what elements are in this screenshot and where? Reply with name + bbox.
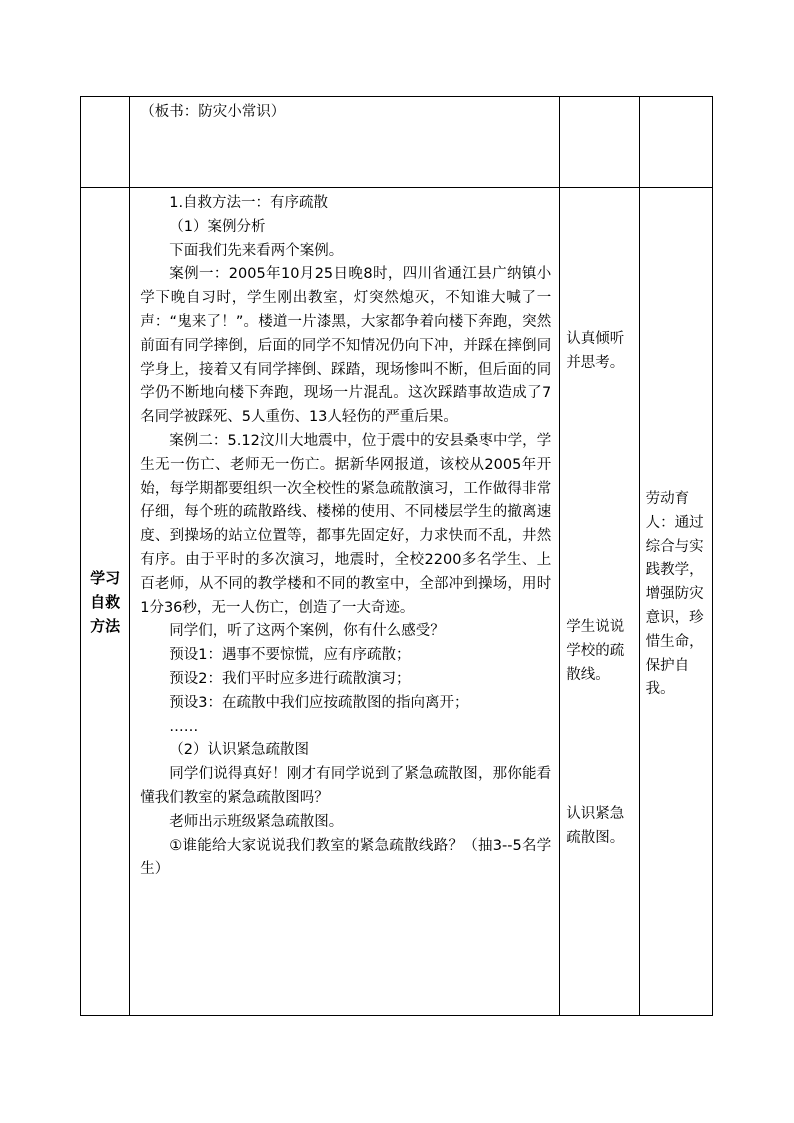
content-paragraph: 案例一：2005年10月25日晚8时，四川省通江县广纳镇小学下晚自习时，学生刚出教室，灯突然熄灭，不知谁大喊了一声：“鬼来了！”。楼道一片漆黑，大家都争着向楼下奔跑，突然前面有同学摔倒，后面的同学不知情况仍向下冲，并踩在摔倒同学身上，接着又有同学摔倒、踩踏，现场惨叫不断，但后面的同学仍不断地向楼下奔跑，现场一片混乱。这次踩踏事故造成了7名同学被踩死、5人重伤、13人轻伤的严重后果。	[140, 266, 552, 426]
student-activity: 学生说说学校的疏散线。	[566, 619, 625, 683]
content-cell	[130, 97, 560, 188]
content-paragraph: ……	[169, 718, 199, 735]
content-paragraph: （1）案例分析	[169, 218, 266, 235]
design-intent: 劳动育人：通过综合与实践教学，增强防灾意识，珍惜生命，保护自我。	[645, 491, 704, 698]
activity-cell-empty	[560, 97, 639, 188]
section-title-line: 自救	[90, 592, 121, 611]
content-paragraph: 案例二：5.12汶川大地震中，位于震中的安县桑枣中学，学生无一伤亡、老师无一伤亡。据新华网报道，该校从2005年开始，每学期都要组织一次全校性的紧急疏散演习，工作做得非常仔细，每个班的疏散路线、楼梯的使用、不同楼层学生的撤离速度、到操场的站立位置等，都事先固定好，力求快而不乱，井然有序。由于平时的多次演习，地震时，全校2200多名学生、上百老师，从不同的教学楼和不同的教室中，全部冲到操场，用时1分36秒，无一人伤亡，创造了一大奇迹。	[140, 432, 552, 616]
lesson-content	[130, 188, 559, 882]
content-paragraph: 下面我们先来看两个案例。	[169, 242, 344, 259]
board-note: （板书：防灾小常识）	[140, 104, 286, 120]
content-paragraph: 1.自救方法一：有序疏散	[169, 195, 329, 211]
table-row	[81, 188, 713, 1016]
table-row	[81, 97, 713, 188]
section-title-line: 方法	[90, 616, 121, 635]
section-cell-empty	[81, 97, 130, 188]
lesson-plan-table	[80, 96, 713, 1016]
content-paragraph: （2）认识紧急疏散图	[169, 742, 309, 759]
content-paragraph: ①谁能给大家说说我们教室的紧急疏散线路？（抽3--5名学生）	[140, 837, 552, 878]
content-paragraph: 预设1：遇事不要惊慌，应有序疏散；	[169, 647, 411, 664]
content-paragraph: 预设3：在疏散中我们应按疏散图的指向离开；	[169, 694, 469, 711]
student-activity: 认真倾听并思考。	[566, 331, 625, 371]
section-title-line: 学习	[90, 568, 121, 587]
student-activity: 认识紧急疏散图。	[566, 806, 625, 846]
content-paragraph: 老师出示班级紧急疏散图。	[169, 813, 344, 830]
student-activity-cell	[560, 188, 639, 1016]
intent-cell-empty	[639, 97, 712, 188]
content-cell	[130, 188, 560, 1016]
content-paragraph: 同学们，听了这两个案例，你有什么感受？	[169, 623, 445, 640]
design-intent-cell	[639, 188, 712, 1016]
content-paragraph: 同学们说得真好！刚才有同学说到了紧急疏散图，那你能看懂我们教室的紧急疏散图吗？	[140, 766, 552, 806]
content-paragraph: 预设2：我们平时应多进行疏散演习；	[169, 670, 411, 687]
section-title-cell	[81, 188, 130, 1016]
